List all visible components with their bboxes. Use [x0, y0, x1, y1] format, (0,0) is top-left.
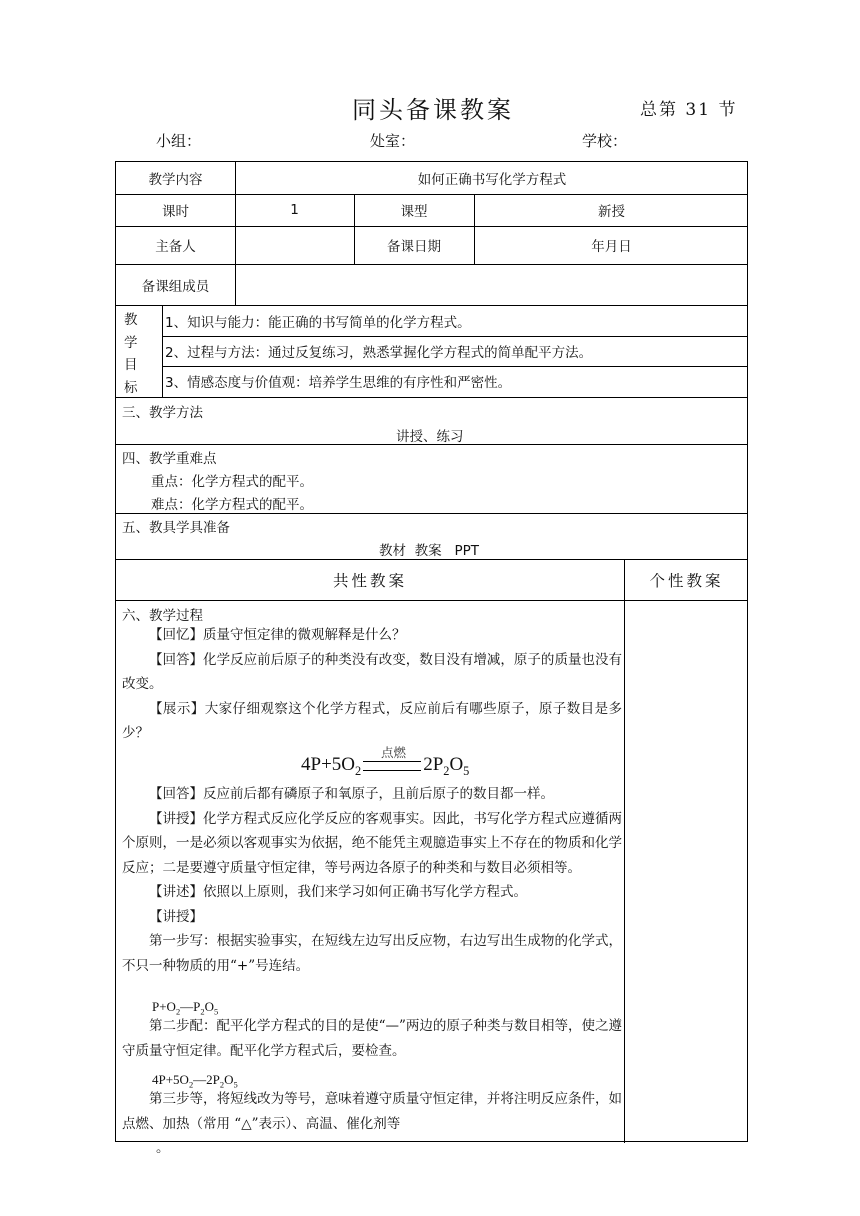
process-paragraph: 【回忆】质量守恒定律的微观解释是什么？	[149, 627, 406, 643]
process-paragraph: 【回答】化学反应前后原子的种类没有改变，数目没有增减，原子的质量也没有改变。	[122, 651, 622, 692]
row-divider	[116, 305, 747, 306]
date-label: 备课日期	[387, 239, 441, 255]
key-point: 重点：化学方程式的配平。	[151, 474, 313, 490]
row-divider	[116, 513, 747, 514]
row-divider	[116, 397, 747, 398]
tools-value: 教材 教案 PPT	[379, 543, 479, 559]
objective-item: 2、过程与方法：通过反复练习，熟悉掌握化学方程式的简单配平方法。	[165, 345, 593, 361]
process-paragraph: 。	[156, 1140, 170, 1156]
period-value: 1	[290, 202, 299, 218]
process-paragraph: 【讲述】依照以上原则，我们来学习如何正确书写化学方程式。	[149, 884, 527, 900]
methods-value: 讲授、练习	[396, 429, 464, 445]
lesson-number: 总第 31 节	[640, 100, 738, 120]
process-paragraph: 【讲授】化学方程式反应化学反应的客观事实。因此，书写化学方程式应遵循两个原则，一是必须以客观事实为依据，绝不能凭主观臆造事实上不存在的物质和化学反应；二是要遵守质量守恒定律，等号两边各原子的种类和与数目必须相等。	[122, 810, 622, 876]
row-divider	[116, 600, 747, 601]
preparer-label: 主备人	[155, 239, 196, 255]
chemical-equation: $4P+5O_2$ $2P_2O_5$	[301, 754, 470, 778]
objectives-label: 教 学 目 标	[124, 312, 138, 396]
individual-plan-header: 个性教案	[649, 571, 724, 590]
process-text	[122, 1014, 622, 1063]
school-label: 学校：	[582, 132, 628, 150]
col-divider	[162, 305, 163, 397]
process-text	[122, 623, 622, 746]
difficulties-title: 四、教学重难点	[122, 451, 217, 467]
equation-step1: $P+O_2—P_2O_5$	[152, 999, 219, 1017]
tools-title: 五、教具学具准备	[122, 520, 230, 536]
difficult-point: 难点：化学方程式的配平。	[151, 497, 313, 513]
page-title: 同头备课教案	[352, 96, 514, 124]
date-value: 年月日	[591, 239, 632, 255]
process-paragraph: 第三步等，将短线改为等号，意味着遵守质量守恒定律，并将注明反应条件，如点燃、加热（常用 “△”表示）、高温、催化剂等	[122, 1091, 622, 1132]
row-divider	[162, 366, 747, 367]
process-text	[122, 782, 622, 978]
process-paragraph: 【讲授】	[149, 908, 203, 925]
process-paragraph: 【回答】反应前后都有磷原子和氧原子，且前后原子的数目都一样。	[149, 786, 554, 802]
objective-item: 3、情感态度与价值观：培养学生思维的有序性和严密性。	[165, 375, 512, 391]
period-label: 课时	[162, 204, 189, 220]
type-value: 新授	[598, 204, 625, 220]
col-divider	[624, 559, 625, 1143]
group-label: 小组：	[156, 132, 202, 150]
content-value: 如何正确书写化学方程式	[417, 172, 567, 188]
members-label: 备课组成员	[141, 278, 210, 295]
process-paragraph: 第一步写：根据实验事实，在短线左边写出反应物，右边写出生成物的化学式，不只一种物质的用“+”号连结。	[122, 933, 622, 974]
equation-condition: 点燃	[381, 746, 407, 760]
methods-title: 三、教学方法	[122, 405, 203, 421]
common-plan-header: 共性教案	[332, 571, 407, 590]
content-label: 教学内容	[148, 172, 203, 188]
lesson-plan-table	[115, 161, 748, 1156]
office-label: 处室：	[370, 132, 416, 150]
row-divider	[162, 336, 747, 337]
process-title: 六、教学过程	[122, 608, 203, 624]
equation-step2: $4P+5O_2—2P_2O_5$	[152, 1072, 238, 1090]
type-label: 课型	[400, 204, 428, 220]
objective-item: 1、知识与能力：能正确的书写简单的化学方程式。	[165, 315, 471, 331]
process-text	[122, 1087, 622, 1161]
process-paragraph: 第二步配：配平化学方程式的目的是使“—”两边的原子种类与数目相等，使之遵守质量守恒定律。配平化学方程式后，要检查。	[122, 1018, 622, 1059]
process-paragraph: 【展示】大家仔细观察这个化学方程式，反应前后有哪些原子，原子数目是多少？	[122, 700, 622, 741]
